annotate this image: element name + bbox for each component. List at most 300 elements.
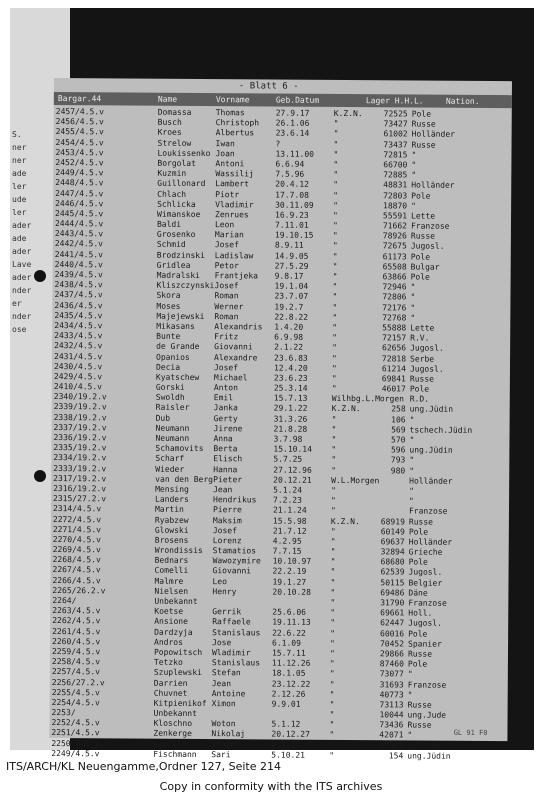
cell-camp: K.Z.N. xyxy=(331,404,361,414)
cell-nation: ung.Jüdin xyxy=(409,445,453,455)
cell-birthdate: 19.10.15 xyxy=(274,230,314,241)
cell-number: 2316/19.2.v xyxy=(53,483,107,494)
cell-birthdate: 1.4.20 xyxy=(274,322,304,332)
cell-firstname: Stamatios xyxy=(212,546,257,556)
cell-name: Baldi xyxy=(156,219,182,229)
cell-number: 2336/19.2.v xyxy=(53,433,107,443)
cell-camp: " xyxy=(332,333,338,343)
cell-birthdate: 14.9.05 xyxy=(274,251,309,261)
cell-firstname: Anton xyxy=(213,383,238,393)
cell-firstname: Roman xyxy=(214,311,239,322)
col-header-number: Bargar.44 xyxy=(57,94,102,104)
cell-number: 2263/4.5.v xyxy=(52,606,101,616)
cell-nation: ung.Jüdin xyxy=(409,404,454,415)
cell-number: 2430/4.5.v xyxy=(53,361,103,372)
cell-nation: " xyxy=(409,455,415,465)
cell-firstname: Hanna xyxy=(213,464,238,474)
cell-firstname: Leo xyxy=(212,576,227,586)
cell-name: Dub xyxy=(155,413,171,423)
cell-prisoner-number: 72157 xyxy=(382,333,407,343)
cell-prisoner-number: 72675 xyxy=(382,241,407,251)
cell-name: Martin xyxy=(154,505,184,515)
cell-nation: Lette xyxy=(410,323,435,333)
cell-birthdate: 27.12.96 xyxy=(273,465,312,475)
cell-camp: K.Z.N. xyxy=(333,108,363,119)
cell-prisoner-number: 60016 xyxy=(380,628,405,639)
cell-number: 2335/19.2.v xyxy=(53,443,107,453)
cell-firstname: Stanislaus xyxy=(212,627,261,638)
cell-name: Koetse xyxy=(154,606,184,617)
cell-prisoner-number: 72803 xyxy=(383,190,408,200)
cell-number: 2256/27.2.v xyxy=(51,677,105,687)
cell-name: Wimanskoe xyxy=(157,209,201,219)
cell-camp: " xyxy=(330,597,336,607)
cell-camp: " xyxy=(329,750,335,760)
cell-nation: Pole xyxy=(409,384,430,394)
cell-number: 2259/4.5.v xyxy=(51,646,101,657)
cell-name: Brodzinski xyxy=(156,250,205,260)
cell-camp: " xyxy=(330,536,336,546)
underpage-line: ner xyxy=(12,143,27,152)
cell-name: Opanios xyxy=(156,352,190,362)
cell-name: Kayralos xyxy=(153,739,192,749)
cell-number: 2315/27.2.v xyxy=(53,494,107,504)
cell-number: 2439/4.5.v xyxy=(54,270,103,280)
cell-camp: " xyxy=(331,434,337,444)
cell-firstname: Thomas xyxy=(215,108,245,118)
cell-firstname: Michael xyxy=(213,372,248,383)
cell-nation: Russe xyxy=(407,720,432,730)
cell-birthdate: 15.7.11 xyxy=(271,648,306,658)
cell-name: Zenkerge xyxy=(153,729,192,739)
cell-birthdate: 9.8.17 xyxy=(274,271,304,281)
cell-prisoner-number: 55591 xyxy=(382,211,408,221)
cell-prisoner-number: 569 xyxy=(391,425,406,435)
cell-name: Kliszczynski xyxy=(156,280,215,291)
cell-firstname: Emil xyxy=(213,393,234,403)
cell-nation: " xyxy=(409,415,415,425)
cell-number: 2444/4.5.v xyxy=(54,219,104,229)
cell-prisoner-number: 258 xyxy=(391,404,406,414)
cell-nation: Pole xyxy=(411,190,431,201)
cell-birthdate: 31.3.26 xyxy=(273,414,308,424)
cell-firstname: Alexandris xyxy=(214,322,263,332)
cell-camp: " xyxy=(333,190,339,200)
cell-birthdate: 9.7.29 xyxy=(271,740,301,750)
cell-prisoner-number: 69841 xyxy=(381,374,406,384)
cell-firstname: Antoine xyxy=(211,688,246,699)
cell-nation: Russe xyxy=(409,374,435,384)
cell-firstname: Sari xyxy=(211,749,231,760)
cell-number: 2272/4.5.v xyxy=(52,514,102,524)
cell-nation: Jugosl. xyxy=(410,343,444,354)
cell-firstname: Johann xyxy=(211,739,241,749)
cell-camp: " xyxy=(332,231,338,241)
cell-number: 2253/ xyxy=(51,708,76,718)
cell-camp: " xyxy=(331,445,337,455)
cell-name: Kyatschew xyxy=(155,372,200,382)
cell-number: 2435/4.5.v xyxy=(54,310,103,321)
cell-birthdate: 25.6.06 xyxy=(272,607,307,617)
cell-prisoner-number: 980 xyxy=(390,465,406,476)
cell-camp: " xyxy=(332,302,338,312)
cell-prisoner-number: 72818 xyxy=(381,353,407,363)
cell-name: Popowitsch xyxy=(153,647,203,657)
cell-nation: Pole xyxy=(411,109,432,119)
cell-name: Gridlea xyxy=(156,260,191,270)
cell-number: 2262/4.5.v xyxy=(52,616,101,626)
cell-firstname: Jirene xyxy=(213,423,243,434)
cell-number: 2448/4.5.v xyxy=(55,178,104,188)
underpage-text xyxy=(12,128,31,336)
cell-number: 2432/4.5.v xyxy=(54,341,103,351)
cell-number: 2260/4.5.v xyxy=(52,636,101,647)
cell-name: Busch xyxy=(157,117,182,128)
cell-name: Neumann xyxy=(155,433,190,443)
cell-name: Swoldh xyxy=(155,392,185,403)
cell-number: 2258/4.5.v xyxy=(51,657,101,667)
cell-nation: Grieche xyxy=(408,547,443,557)
cell-birthdate: 23.12.22 xyxy=(271,679,311,689)
scanned-photo xyxy=(10,8,534,761)
cell-name: Kuzmin xyxy=(157,168,187,179)
col-header-camp: Lager H.H.L. xyxy=(365,96,424,106)
underpage-line: nder xyxy=(12,312,32,321)
cell-number: 2339/19.2.v xyxy=(53,402,107,412)
cell-number: 2251/4.5.v xyxy=(51,728,100,738)
cell-camp: " xyxy=(333,139,339,149)
cell-birthdate: 18.1.05 xyxy=(271,668,306,679)
cell-prisoner-number: 72176 xyxy=(382,302,407,313)
cell-name: Dardzyja xyxy=(154,627,193,637)
cell-name: Chuvnet xyxy=(153,688,188,698)
cell-nation: Holl. xyxy=(408,608,433,618)
underpage-line: er xyxy=(12,299,22,308)
cell-number: 2457/4.5.v xyxy=(55,107,104,117)
cell-prisoner-number: 72525 xyxy=(383,109,408,119)
cell-nation: Grieche xyxy=(407,741,442,751)
cell-prisoner-number: 72815 xyxy=(383,150,408,160)
cell-camp: " xyxy=(332,353,337,363)
cell-prisoner-number: 65508 xyxy=(382,262,407,272)
cell-camp: K.Z.N. xyxy=(330,516,360,526)
cell-camp: " xyxy=(329,679,335,689)
cell-camp: " xyxy=(330,628,335,638)
cell-number: 2440/4.5.v xyxy=(54,259,103,270)
cell-firstname: Christoph xyxy=(215,118,260,128)
cell-camp: " xyxy=(330,608,336,618)
underpage-line: ader xyxy=(12,247,32,256)
col-header-firstname: Vorname xyxy=(215,95,250,105)
cell-prisoner-number: 78926 xyxy=(382,231,407,241)
cell-name: Strelow xyxy=(157,138,192,148)
cell-number: 2434/4.5.v xyxy=(54,320,103,331)
cell-firstname: Josef xyxy=(214,240,239,250)
cell-firstname: Pierre xyxy=(212,505,242,515)
cell-firstname: Roman xyxy=(214,291,239,301)
cell-name: Brosens xyxy=(154,535,189,545)
cell-prisoner-number: 31790 xyxy=(380,598,405,608)
cell-nation: Jugosl. xyxy=(410,241,445,252)
cell-number: 2456/4.5.v xyxy=(55,117,104,127)
cell-birthdate: 26.1.06 xyxy=(275,118,310,128)
cell-number: 2443/4.5.v xyxy=(54,229,104,239)
binder-hole-top xyxy=(34,270,46,282)
cell-nation: Russe xyxy=(411,119,436,129)
cell-number: 2254/4.5.v xyxy=(51,697,100,708)
cell-number: 2338/19.2.v xyxy=(53,412,107,423)
cell-firstname: Gerrik xyxy=(212,607,242,617)
cell-birthdate: 8.9.11 xyxy=(274,240,304,251)
cell-camp: " xyxy=(331,485,336,495)
cell-number: 2447/4.5.v xyxy=(55,188,104,198)
cell-firstname: Elisch xyxy=(213,454,243,464)
cell-nation: Jugosl. xyxy=(408,618,442,629)
cell-camp: " xyxy=(332,312,338,322)
cell-firstname: Albertus xyxy=(215,128,255,138)
cell-nation: " xyxy=(407,730,413,740)
cell-firstname: Raffaele xyxy=(212,617,251,627)
cell-number: 2265/26.2.v xyxy=(52,585,106,596)
cell-prisoner-number: 68919 xyxy=(380,516,405,526)
cell-number: 2445/4.5.v xyxy=(55,208,104,219)
cell-nation: Franzose xyxy=(410,221,450,231)
cell-camp: " xyxy=(332,292,338,302)
cell-number: 2264/ xyxy=(52,596,77,606)
cell-number: 2437/4.5.v xyxy=(54,290,103,300)
cell-prisoner-number: 793 xyxy=(390,455,406,465)
cell-birthdate: 7.11.01 xyxy=(274,220,309,230)
cell-name: Borgolat xyxy=(157,158,196,168)
cell-camp: " xyxy=(332,251,338,261)
cell-prisoner-number: 69486 xyxy=(380,588,405,598)
cell-camp: " xyxy=(332,271,338,281)
cell-name: Skora xyxy=(156,291,181,301)
cell-number: 2334/19.2.v xyxy=(53,453,107,463)
cell-camp: " xyxy=(329,740,335,750)
cell-prisoner-number: 596 xyxy=(390,445,406,455)
cell-number: 2267/4.5.v xyxy=(52,565,101,575)
cell-name: Mensing xyxy=(155,484,189,494)
cell-birthdate: 7.7.15 xyxy=(272,546,302,556)
cell-camp: " xyxy=(329,648,335,658)
cell-nation: Russe xyxy=(411,140,436,150)
cell-number: 2252/4.5.v xyxy=(51,718,100,728)
cell-birthdate: 15.5.98 xyxy=(272,516,307,526)
cell-name: Tetzko xyxy=(153,657,183,668)
cell-number: 2314/4.5.v xyxy=(52,504,102,514)
cell-number: 2438/4.5.v xyxy=(54,280,103,290)
cell-camp: " xyxy=(333,170,339,180)
cell-camp: " xyxy=(331,384,337,394)
cell-firstname: Wassilij xyxy=(215,169,254,179)
underpage-line: ler xyxy=(12,208,27,217)
underpage-line: ader xyxy=(12,221,32,230)
cell-prisoner-number: 18870 xyxy=(382,200,408,211)
col-header-nation: Nation. xyxy=(445,96,480,106)
cell-nation: Pole xyxy=(408,527,429,537)
cell-camp: " xyxy=(329,720,335,730)
cell-camp: " xyxy=(333,159,339,169)
cell-prisoner-number: 72885 xyxy=(383,170,408,180)
cell-birthdate: 23.7.07 xyxy=(274,291,309,302)
cell-camp: " xyxy=(330,526,336,536)
cell-nation: R.V. xyxy=(410,333,430,343)
cell-birthdate: 15.10.14 xyxy=(273,444,312,454)
cell-firstname: Werner xyxy=(214,301,244,311)
cell-birthdate: ? xyxy=(275,139,281,149)
cell-number: 2455/4.5.v xyxy=(55,127,104,137)
cell-birthdate: 7.5.96 xyxy=(275,169,305,179)
cell-name: Comelli xyxy=(154,566,189,576)
cell-nation: " xyxy=(411,201,416,211)
page-mark: GL 91 F0 xyxy=(453,728,488,738)
cell-number: 2250/4.5.v xyxy=(51,738,100,748)
cell-number: 2441/4.5.v xyxy=(54,249,103,259)
cell-nation: " xyxy=(409,466,415,476)
cell-prisoner-number: 62539 xyxy=(380,567,405,577)
cell-birthdate: 6.6.94 xyxy=(275,159,305,169)
cell-name: de Grande xyxy=(156,342,200,352)
cell-birthdate: 13.11.00 xyxy=(275,149,315,159)
archive-reference: ITS/ARCH/KL Neuengamme,Ordner 127, Seite 214 xyxy=(6,760,281,773)
cell-prisoner-number: 55888 xyxy=(382,323,407,333)
cell-nation: tschech.Jüdin xyxy=(409,425,473,435)
cell-nation: Bulgar xyxy=(410,262,440,272)
cell-birthdate: 30.11.09 xyxy=(275,200,314,210)
cell-firstname: Nikolaj xyxy=(211,729,246,739)
underpage-line: ler xyxy=(12,182,27,191)
cell-name: Landers xyxy=(155,494,189,505)
cell-name: Szuplewski xyxy=(153,668,203,678)
cell-name: Madralski xyxy=(156,270,201,281)
cell-name: Bednars xyxy=(154,555,189,566)
cell-nation: Pole xyxy=(407,659,428,669)
cell-firstname: Giovanni xyxy=(214,342,253,352)
cell-birthdate: 6.1.09 xyxy=(272,638,301,648)
cell-prisoner-number: 66700 xyxy=(383,160,408,170)
cell-birthdate: 17.7.08 xyxy=(275,190,309,200)
cell-nation: Holländer xyxy=(408,537,453,547)
cell-number: 2268/4.5.v xyxy=(52,555,101,565)
cell-firstname: Wladimir xyxy=(211,648,251,658)
cell-birthdate: 16.9.23 xyxy=(275,210,309,220)
cell-nation: Spanier xyxy=(408,639,442,649)
cell-birthdate: 21.1.24 xyxy=(272,505,307,516)
cell-firstname: Jean xyxy=(213,485,233,495)
cell-firstname: Pieter xyxy=(213,474,243,485)
cell-nation: " xyxy=(410,303,416,313)
cell-prisoner-number: 72806 xyxy=(382,292,407,302)
cell-camp: " xyxy=(329,669,335,679)
cell-name: Malmre xyxy=(154,576,184,586)
cell-camp: W.L.Morgen xyxy=(331,475,380,486)
cell-prisoner-number: 87460 xyxy=(379,659,404,669)
cell-firstname: Iwan xyxy=(215,138,235,148)
cell-nation: Holländer xyxy=(409,476,453,486)
cell-prisoner-number: 72768 xyxy=(382,313,407,323)
cell-camp: " xyxy=(329,699,335,709)
cell-firstname: Ladislaw xyxy=(214,250,254,261)
cell-nation: Pole xyxy=(410,252,431,262)
cell-number: 2257/4.5.v xyxy=(51,667,101,677)
cell-camp: " xyxy=(330,638,335,648)
cell-camp: " xyxy=(330,547,336,557)
cell-nation: R.D. xyxy=(409,394,430,404)
cell-firstname: Vladimir xyxy=(215,199,254,210)
cell-prisoner-number: 70452 xyxy=(379,639,405,649)
cell-camp: " xyxy=(330,567,336,577)
underpage-line: ade xyxy=(12,234,27,243)
cell-nation: " xyxy=(411,170,417,180)
cell-firstname: Gerty xyxy=(213,413,238,423)
underpage-line: ader xyxy=(12,273,32,282)
cell-camp: " xyxy=(329,689,335,699)
cell-name: Kitpienikof xyxy=(153,698,207,708)
cell-name: Wrondissis xyxy=(154,545,203,556)
cell-birthdate: 12.4.20 xyxy=(273,363,308,373)
cell-number: 2431/4.5.v xyxy=(54,351,103,361)
cell-camp: " xyxy=(332,221,338,231)
cell-camp: " xyxy=(331,363,337,373)
cell-prisoner-number: 48831 xyxy=(383,180,408,190)
cell-birthdate: 4.2.95 xyxy=(272,536,302,546)
sheet-label: - Blatt 6 - xyxy=(238,81,299,92)
cell-nation: Russe xyxy=(410,231,436,241)
cell-prisoner-number: 50115 xyxy=(380,577,405,588)
cell-camp: Wilhbg.L.Morgen xyxy=(331,394,405,404)
col-header-name: Name xyxy=(157,94,178,104)
cell-birthdate: 19.1.04 xyxy=(274,281,309,291)
cell-prisoner-number: 106 xyxy=(391,414,406,425)
cell-number: 2266/4.5.v xyxy=(52,575,101,585)
cell-birthdate: 5.1.12 xyxy=(271,719,301,729)
prisoner-table xyxy=(49,107,512,762)
cell-firstname: Fritz xyxy=(214,332,239,342)
cell-birthdate: 20.12.27 xyxy=(271,729,310,740)
cell-nation: " xyxy=(410,313,416,323)
cell-prisoner-number: 10044 xyxy=(379,710,404,720)
cell-birthdate: 20.12.21 xyxy=(273,475,312,485)
cell-number: 2452/4.5.v xyxy=(55,157,104,168)
cell-firstname: Woton xyxy=(211,719,236,729)
cell-birthdate: 21.8.28 xyxy=(273,424,308,434)
cell-firstname: Frantjeka xyxy=(214,271,259,281)
cell-prisoner-number: 63866 xyxy=(382,272,407,282)
cell-number: 2249/4.5.v xyxy=(51,748,100,759)
cell-camp: " xyxy=(329,730,335,740)
cell-name: Nielsen xyxy=(154,586,189,596)
cell-birthdate: 22.8.22 xyxy=(274,312,309,322)
cell-birthdate: 2.12.26 xyxy=(271,689,306,699)
cell-firstname: Hendrikus xyxy=(213,495,257,505)
cell-camp: " xyxy=(333,200,338,210)
cell-birthdate: 29.1.22 xyxy=(273,403,308,414)
cell-name: Neumann xyxy=(155,423,190,433)
cell-nation: " xyxy=(407,669,413,679)
cell-name: Andros xyxy=(154,637,184,647)
cell-nation: Jugosl. xyxy=(409,364,444,374)
cell-camp: " xyxy=(333,129,339,139)
cell-firstname: Josef xyxy=(212,525,237,535)
cell-firstname: Jean xyxy=(211,678,232,688)
cell-camp: " xyxy=(331,424,337,434)
cell-name: Kloschno xyxy=(153,718,193,729)
cell-name: Unbekannt xyxy=(154,596,198,607)
cell-prisoner-number: 62447 xyxy=(380,618,405,628)
cell-nation: Franzose xyxy=(408,598,447,608)
cell-prisoner-number: 32894 xyxy=(380,547,405,557)
